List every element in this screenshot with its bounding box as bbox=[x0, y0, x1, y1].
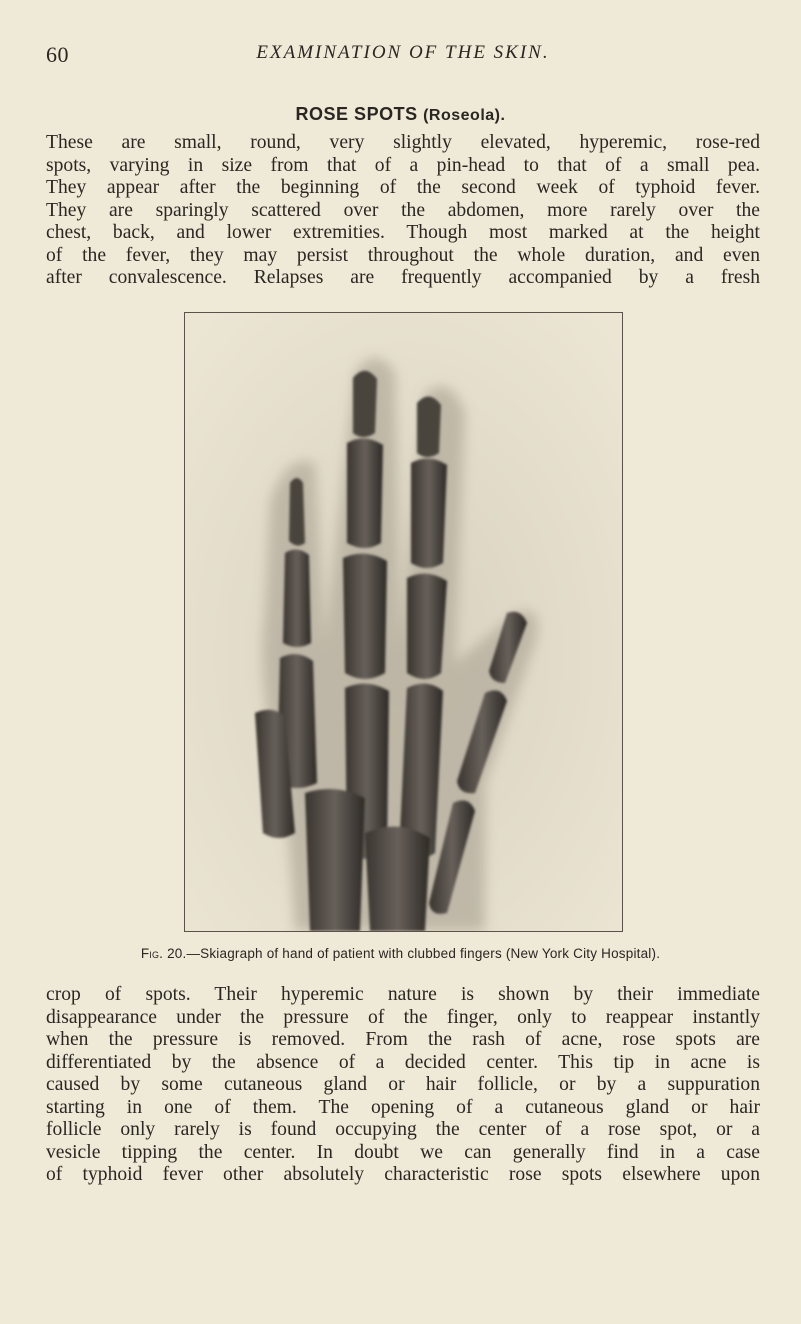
paragraph-line: vesicle tipping the center. In doubt we can generally find in a case bbox=[46, 1141, 760, 1163]
paragraph-line: These are small, round, very slightly elevated, hyperemic, rose-red bbox=[46, 132, 760, 153]
paragraph-line: follicle only rarely is found occupying the center of a rose spot, or a bbox=[46, 1119, 760, 1140]
paragraph-line: chest, back, and lower extremities. Though most marked at the height bbox=[46, 222, 760, 243]
paragraph-line: spots, varying in size from that of a pin-head to that of a small pea. bbox=[46, 154, 760, 176]
paragraph-line: caused by some cutaneous gland or hair follicle, or by a suppuration bbox=[46, 1074, 760, 1095]
paragraph-line: of typhoid fever other absolutely characteristic rose spots elsewhere upon bbox=[46, 1164, 760, 1185]
figure-caption bbox=[0, 946, 801, 961]
section-heading-main: ROSE SPOTS bbox=[295, 104, 418, 124]
paragraph-line: starting in one of them. The opening of a cutaneous gland or hair bbox=[46, 1096, 760, 1118]
hand-skiagraph-image bbox=[185, 313, 622, 931]
xray-figure bbox=[184, 312, 623, 932]
page-number: 60 bbox=[46, 42, 69, 67]
section-heading-sub: (Roseola). bbox=[423, 107, 506, 124]
paragraph-2 bbox=[46, 984, 760, 1187]
paragraph-line: differentiated by the absence of a decided center. This tip in acne is bbox=[46, 1051, 760, 1073]
page-header bbox=[46, 42, 760, 72]
running-title: EXAMINATION OF THE SKIN. bbox=[256, 42, 550, 63]
paragraph-line: They appear after the beginning of the second week of typhoid fever. bbox=[46, 177, 760, 198]
paragraph-line: They are sparingly scattered over the abdomen, more rarely over the bbox=[46, 199, 760, 221]
paragraph-line: of the fever, they may persist throughout the whole duration, and even bbox=[46, 244, 760, 266]
paragraph-line: disappearance under the pressure of the finger, only to reappear instantly bbox=[46, 1006, 760, 1028]
paragraph-line: after convalescence. Relapses are frequently accompanied by a fresh bbox=[46, 267, 760, 288]
paragraph-line: crop of spots. Their hyperemic nature is shown by their immediate bbox=[46, 984, 760, 1005]
figure-label: Fig. 20. bbox=[140, 946, 187, 961]
paragraph-1 bbox=[46, 132, 760, 290]
figure-caption-text: —Skiagraph of hand of patient with clubbed fingers (New York City Hospital). bbox=[186, 946, 661, 961]
section-heading bbox=[0, 104, 801, 125]
paragraph-line: when the pressure is removed. From the rash of acne, rose spots are bbox=[46, 1029, 760, 1050]
